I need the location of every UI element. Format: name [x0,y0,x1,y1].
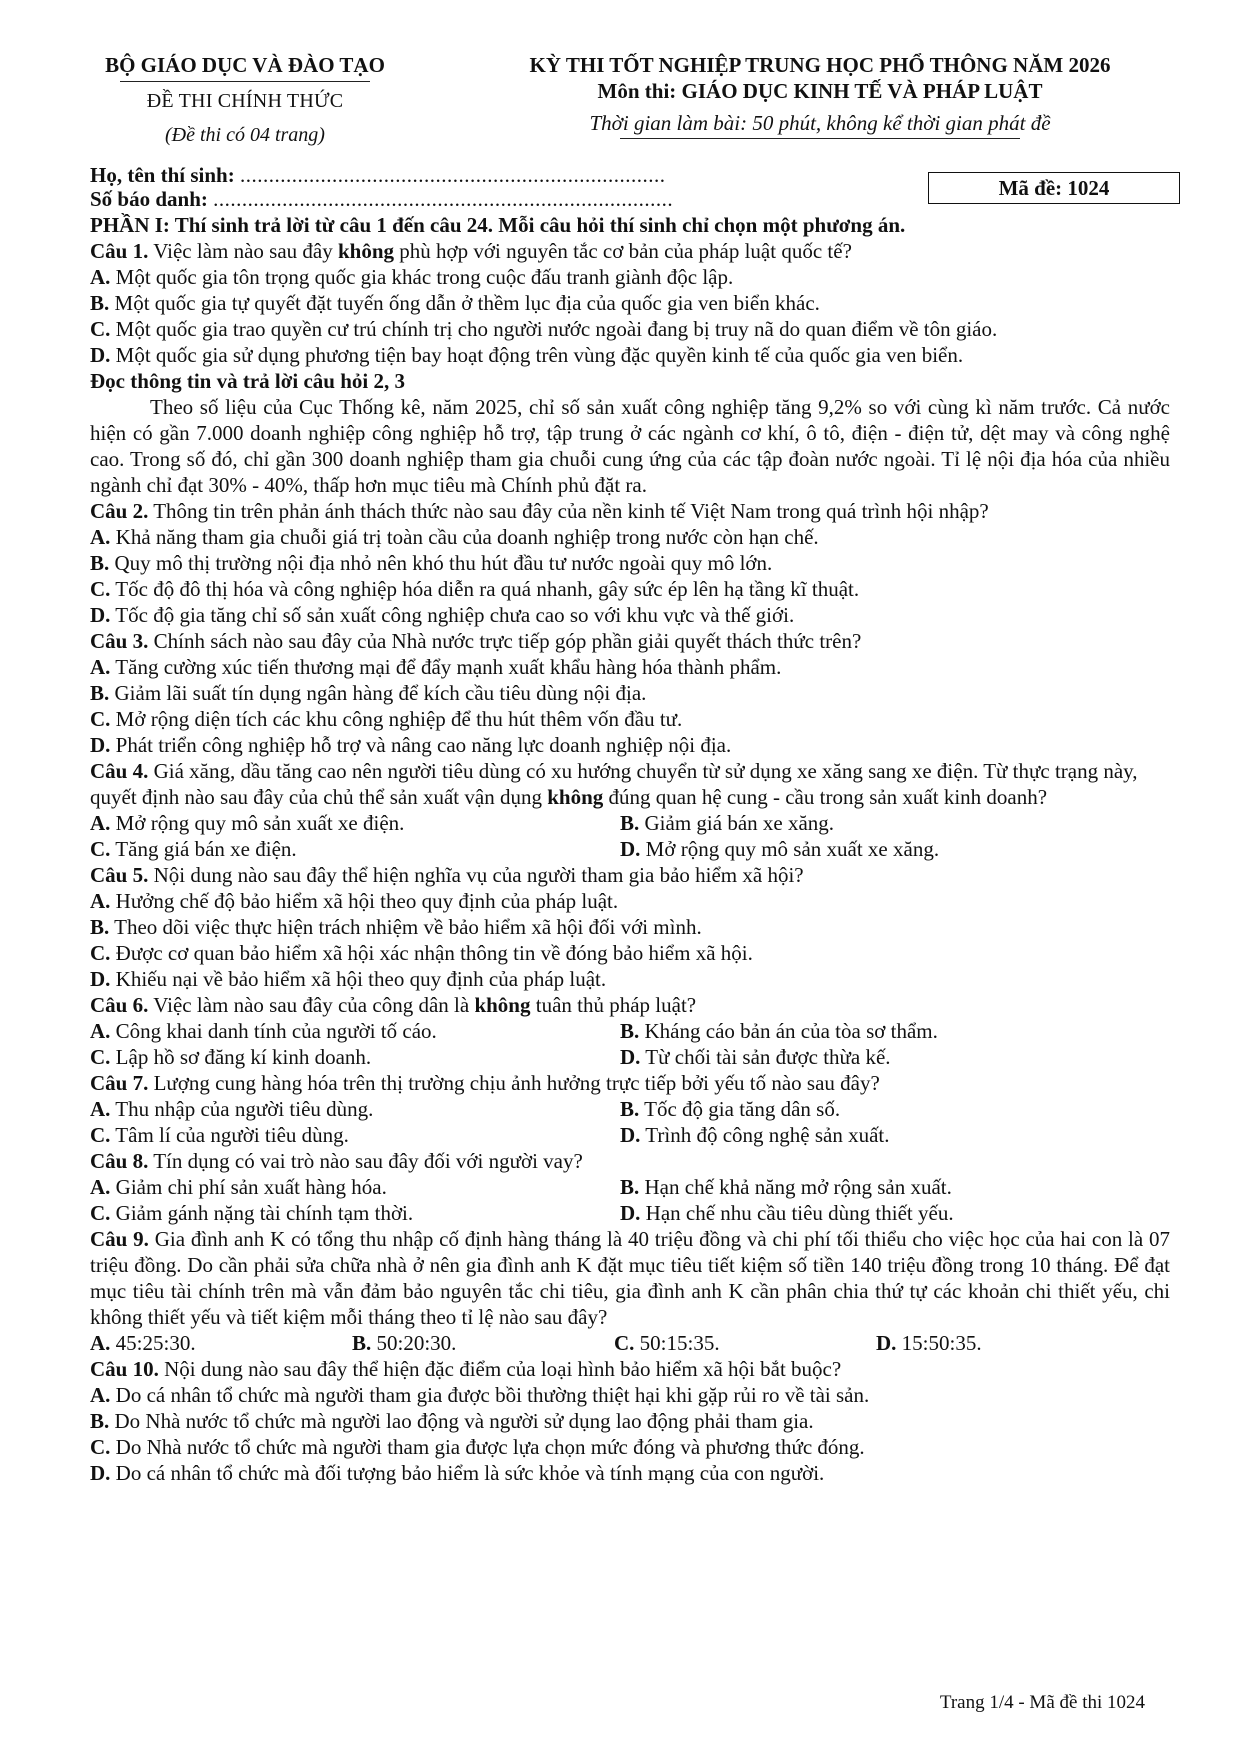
option-b: B. Giảm giá bán xe xăng. [620,811,835,835]
question-number: Câu 1. [90,239,149,263]
options-row [90,836,1170,862]
question-number: Câu 2. [90,499,149,523]
option-c: C. 50:15:35. [614,1331,720,1355]
reading-heading: Đọc thông tin và trả lời câu hỏi 2, 3 [90,369,405,393]
option-d: D. 15:50:35. [876,1331,982,1355]
option-a: A. Do cá nhân tổ chức mà người tham gia được bồi thường thiệt hại khi gặp rủi ro về tài sản. [90,1383,870,1407]
question-stem: Câu 2. Thông tin trên phản ánh thách thức nào sau đây của nền kinh tế Việt Nam trong quá trình hội nhập? [90,499,989,523]
exam-code-box: Mã đề: 1024 [928,172,1180,204]
official-label: ĐỀ THI CHÍNH THỨC [146,90,344,112]
question-9 [90,1226,1170,1356]
question-5 [90,862,1170,992]
part-heading: PHẦN I: Thí sinh trả lời từ câu 1 đến câu 24. Mỗi câu hỏi thí sinh chỉ chọn một phương án. [90,213,906,237]
option-a: A. Thu nhập của người tiêu dùng. [90,1097,374,1121]
option-a: A. Khả năng tham gia chuỗi giá trị toàn cầu của doanh nghiệp trong nước còn hạn chế. [90,525,819,549]
option-b: B. Quy mô thị trường nội địa nhỏ nên khó thu hút đầu tư nước ngoài quy mô lớn. [90,551,773,575]
option-c: C. Giảm gánh nặng tài chính tạm thời. [90,1201,414,1225]
option-d: D. Mở rộng quy mô sản xuất xe xăng. [620,837,940,861]
question-stem: Câu 10. Nội dung nào sau đây thể hiện đặc điểm của loại hình bảo hiểm xã hội bắt buộc? [90,1357,842,1381]
question-number: Câu 4. [90,759,149,783]
page-count-note: (Đề thi có 04 trang) [165,124,325,146]
question-stem: Câu 6. Việc làm nào sau đây của công dân là không tuân thủ pháp luật? [90,993,697,1017]
question-stem: Câu 8. Tín dụng có vai trò nào sau đây đối với người vay? [90,1149,583,1173]
question-1 [90,238,1170,368]
question-10 [90,1356,1170,1486]
option-c: C. Mở rộng diện tích các khu công nghiệp để thu hút thêm vốn đầu tư. [90,707,683,731]
divider [120,81,370,82]
candidate-name-field: .......................................................................... [239,163,666,187]
reading-passage: Theo số liệu của Cục Thống kê, năm 2025, chỉ số sản xuất công nghiệp tăng 9,2% so với cùng kì năm trước. Cả nước hiện có gần 7.000 doanh nghiệp công nghiệp hỗ trợ, tập trung ở các ngành cơ khí, ô tô, điện - điện tử, dệt may và công nghệ cao. Trong số đó, chỉ gần 300 doanh nghiệp tham gia chuỗi cung ứng của các tập đoàn nước ngoài. Tỉ lệ nội địa hóa của nhiều ngành chỉ đạt 30% - 40%, thấp hơn mục tiêu mà Chính phủ đặt ra. [90,395,1170,497]
option-c: C. Được cơ quan bảo hiểm xã hội xác nhận thông tin về đóng bảo hiểm xã hội. [90,941,753,965]
option-a: A. Hưởng chế độ bảo hiểm xã hội theo quy định của pháp luật. [90,889,619,913]
question-stem: Câu 9. Gia đình anh K có tổng thu nhập cố định hàng tháng là 40 triệu đồng và chi phí tối thiểu cho việc học của hai con là 07 triệu đồng. Do cần phải sửa chữa nhà ở nên gia đình anh K đặt mục tiêu tiết kiệm số tiền 140 triệu đồng trong 10 tháng. Để đạt mục tiêu tài chính trên mà vẫn đảm bảo nguyên tắc chi tiêu, gia đình anh K cần phân chia thứ tự các khoản chi thiết yếu, chi không thiết yếu và tiết kiệm mỗi tháng theo tỉ lệ nào sau đây? [90,1227,1170,1329]
exam-title: KỲ THI TỐT NGHIỆP TRUNG HỌC PHỔ THÔNG NĂM 2026 [529,53,1111,77]
candidate-id-label: Số báo danh: [90,187,208,211]
option-b: B. 50:20:30. [352,1331,457,1355]
option-a: A. Giảm chi phí sản xuất hàng hóa. [90,1175,387,1199]
options-row [90,810,1170,836]
option-b: B. Giảm lãi suất tín dụng ngân hàng để kích cầu tiêu dùng nội địa. [90,681,647,705]
option-a: A. 45:25:30. [90,1331,196,1355]
option-a: A. Tăng cường xúc tiến thương mại để đẩy mạnh xuất khẩu hàng hóa thành phẩm. [90,655,782,679]
question-number: Câu 3. [90,629,149,653]
option-d: D. Phát triển công nghiệp hỗ trợ và nâng cao năng lực doanh nghiệp nội địa. [90,733,732,757]
question-2 [90,498,1170,628]
question-stem: Câu 5. Nội dung nào sau đây thể hiện nghĩa vụ của người tham gia bảo hiểm xã hội? [90,863,804,887]
exam-header [90,52,1170,162]
question-number: Câu 7. [90,1071,149,1095]
question-stem: Câu 3. Chính sách nào sau đây của Nhà nước trực tiếp góp phần giải quyết thách thức trên? [90,629,862,653]
option-c: C. Do Nhà nước tổ chức mà người tham gia được lựa chọn mức đóng và phương thức đóng. [90,1435,865,1459]
option-b: B. Hạn chế khả năng mở rộng sản xuất. [620,1175,952,1199]
emphasis: không [547,785,604,809]
option-b: B. Tốc độ gia tăng dân số. [620,1097,841,1121]
question-3 [90,628,1170,758]
option-a: A. Mở rộng quy mô sản xuất xe điện. [90,811,405,835]
exam-subject: Môn thi: GIÁO DỤC KINH TẾ VÀ PHÁP LUẬT [597,79,1043,103]
question-number: Câu 9. [90,1227,149,1251]
question-stem: Câu 4. Giá xăng, dầu tăng cao nên người tiêu dùng có xu hướng chuyển từ sử dụng xe xăng sang xe điện. Từ thực trạng này, quyết định nào sau đây của chủ thể sản xuất vận dụng không đúng quan hệ cung - cầu trong sản xuất kinh doanh? [90,759,1138,809]
header-right [460,52,1180,139]
option-d: D. Hạn chế nhu cầu tiêu dùng thiết yếu. [620,1201,954,1225]
option-a: A. Công khai danh tính của người tố cáo. [90,1019,437,1043]
candidate-id-field: ................................................................................ [213,187,674,211]
header-left [90,52,400,148]
options-row [90,1200,1170,1226]
question-stem: Câu 1. Việc làm nào sau đây không phù hợp với nguyên tắc cơ bản của pháp luật quốc tế? [90,239,852,263]
option-a: A. Một quốc gia tôn trọng quốc gia khác trong cuộc đấu tranh giành độc lập. [90,265,734,289]
options-row [90,1174,1170,1200]
question-number: Câu 6. [90,993,149,1017]
question-number: Câu 5. [90,863,149,887]
exam-page [90,52,1170,1486]
candidate-info [90,163,1170,212]
options-row [90,1044,1170,1070]
option-b: B. Do Nhà nước tổ chức mà người lao động và người sử dụng lao động phải tham gia. [90,1409,814,1433]
option-b: B. Theo dõi việc thực hiện trách nhiệm về bảo hiểm xã hội đối với mình. [90,915,702,939]
options-row [90,1330,1170,1356]
options-row [90,1018,1170,1044]
option-c: C. Lập hồ sơ đăng kí kinh doanh. [90,1045,372,1069]
option-c: C. Tâm lí của người tiêu dùng. [90,1123,349,1147]
option-d: D. Trình độ công nghệ sản xuất. [620,1123,890,1147]
option-b: B. Một quốc gia tự quyết đặt tuyến ống dẫn ở thềm lục địa của quốc gia ven biển khác. [90,291,820,315]
options-row [90,1096,1170,1122]
option-d: D. Do cá nhân tổ chức mà đối tượng bảo hiểm là sức khỏe và tính mạng của con người. [90,1461,825,1485]
options-row [90,1122,1170,1148]
candidate-name-line [90,162,665,188]
option-d: D. Một quốc gia sử dụng phương tiện bay hoạt động trên vùng đặc quyền kinh tế của quốc gia ven biển. [90,343,964,367]
question-number: Câu 10. [90,1357,159,1381]
ministry-name: BỘ GIÁO DỤC VÀ ĐÀO TẠO [105,53,385,77]
question-4 [90,758,1170,862]
candidate-name-label: Họ, tên thí sinh: [90,163,235,187]
question-number: Câu 8. [90,1149,149,1173]
question-6 [90,992,1170,1070]
option-c: C. Một quốc gia trao quyền cư trú chính trị cho người nước ngoài đang bị truy nã do quan điểm về tôn giáo. [90,317,998,341]
question-stem: Câu 7. Lượng cung hàng hóa trên thị trường chịu ảnh hưởng trực tiếp bởi yếu tố nào sau đây? [90,1071,880,1095]
exam-time: Thời gian làm bài: 50 phút, không kể thời gian phát đề [589,111,1051,135]
option-c: C. Tốc độ đô thị hóa và công nghiệp hóa diễn ra quá nhanh, gây sức ép lên hạ tầng kĩ thuật. [90,577,860,601]
option-b: B. Kháng cáo bản án của tòa sơ thẩm. [620,1019,938,1043]
divider [620,138,1020,139]
question-8 [90,1148,1170,1226]
question-7 [90,1070,1170,1148]
option-c: C. Tăng giá bán xe điện. [90,837,297,861]
option-d: D. Tốc độ gia tăng chỉ số sản xuất công nghiệp chưa cao so với khu vực và thế giới. [90,603,795,627]
option-d: D. Từ chối tài sản được thừa kế. [620,1045,891,1069]
emphasis: không [474,993,531,1017]
emphasis: không [338,239,395,263]
candidate-id-line [90,186,673,212]
option-d: D. Khiếu nại về bảo hiểm xã hội theo quy định của pháp luật. [90,967,607,991]
page-footer: Trang 1/4 - Mã đề thi 1024 [939,1692,1145,1713]
